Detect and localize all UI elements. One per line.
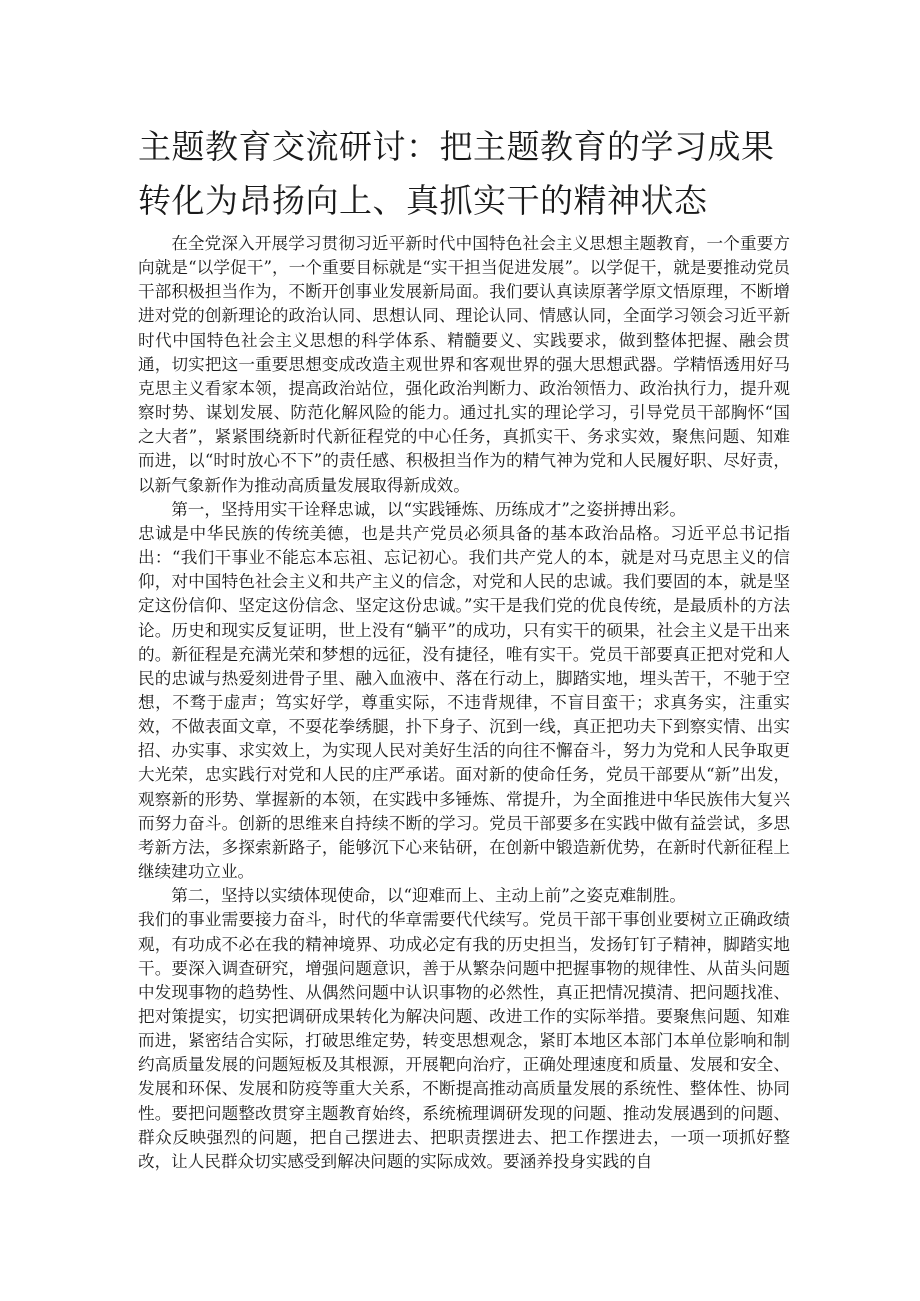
section-2-heading: 第二，坚持以实绩体现使命，以“迎难而上、主动上前”之姿克难制胜。 — [171, 886, 686, 906]
document-title: 主题教育交流研讨：把主题教育的学习成果转化为昂扬向上、真抓实干的精神状态 — [138, 127, 775, 220]
document-body — [138, 232, 790, 1174]
section-1-heading: 第一，坚持用实干诠释忠诚，以“实践锤炼、历练成才”之姿拼搏出彩。 — [171, 499, 686, 519]
section-2-body: 我们的事业需要接力奋斗，时代的华章需要代代续写。党员干部干事创业要树立正确政绩观，有功成不必在我的精神境界、功成必定有我的历史担当，发扬钉钉子精神，脚踏实地干。要深入调查研究，增强问题意识，善于从繁杂问题中把握事物的规律性、从苗头问题中发现事物的趋势性、从偶然问题中认识事物的必然性，真正把情况摸清、把问题找准、把对策提实，切实把调研成果转化为解决问题、改进工作的实际举措。要聚焦问题、知难而进，紧密结合实际，打破思维定势，转变思想观念，紧盯本地区本部门本单位影响和制约高质量发展的问题短板及其根源，开展靶向治疗，正确处理速度和质量、发展和安全、发展和环保、发展和防疫等重大关系，不断提高推动高质量发展的系统性、整体性、协同性。要把问题整改贯穿主题教育始终，系统梳理调研发现的问题、推动发展遇到的问题、群众反映强烈的问题，把自己摆进去、把职责摆进去、把工作摆进去，一项一项抓好整改，让人民群众切实感受到解决问题的实际成效。要涵养投身实践的自 — [138, 910, 790, 1171]
section-1-body: 忠诚是中华民族的传统美德，也是共产党员必须具备的基本政治品格。习近平总书记指出：“我们干事业不能忘本忘祖、忘记初心。我们共产党人的本，就是对马克思主义的信仰，对中国特色社会主义和共产主义的信念，对党和人民的忠诚。我们要固的本，就是坚定这份信仰、坚定这份信念、坚定这份忠诚。”实干是我们党的优良传统，是最质朴的方法论。历史和现实反复证明，世上没有“躺平”的成功，只有实干的硕果，社会主义是干出来的。新征程是充满光荣和梦想的远征，没有捷径，唯有实干。党员干部要真正把对党和人民的忠诚与热爱刻进骨子里、融入血液中、落在行动上，脚踏实地，埋头苦干，不驰于空想，不骛于虚声；笃实好学，尊重实际，不违背规律，不盲目蛮干；求真务实，注重实效，不做表面文章，不耍花拳绣腿，扑下身子、沉到一线，真正把功夫下到察实情、出实招、办实事、求实效上，为实现人民对美好生活的向往不懈奋斗，努力为党和人民争取更大光荣，忠实践行对党和人民的庄严承诺。面对新的使命任务，党员干部要从“新”出发，观察新的形势、掌握新的本领，在实践中多锤炼、常提升，为全面推进中华民族伟大复兴而努力奋斗。创新的思维来自持续不断的学习。党员干部要多在实践中做有益尝试，多思考新方法，多探索新路子，能够沉下心来钻研，在创新中锻造新优势，在新时代新征程上继续建功立业。 — [138, 523, 790, 882]
intro-paragraph: 在全党深入开展学习贯彻习近平新时代中国特色社会主义思想主题教育，一个重要方向就是“以学促干”，一个重要目标就是“实干担当促进发展”。以学促干，就是要推动党员干部积极担当作为，不断开创事业发展新局面。我们要认真读原著学原文悟原理，不断增进对党的创新理论的政治认同、思想认同、理论认同、情感认同，全面学习领会习近平新时代中国特色社会主义思想的科学体系、精髓要义、实践要求，做到整体把握、融会贯通，切实把这一重要思想变成改造主观世界和客观世界的强大思想武器。学精悟透用好马克思主义看家本领，提高政治站位，强化政治判断力、政治领悟力、政治执行力，提升观察时势、谋划发展、防范化解风险的能力。通过扎实的理论学习，引导党员干部胸怀“国之大者”，紧紧围绕新时代新征程党的中心任务，真抓实干、务求实效，聚焦问题、知难而进，以“时时放心不下”的责任感、积极担当作为的精气神为党和人民履好职、尽好责，以新气象新作为推动高质量发展取得新成效。 — [138, 234, 790, 495]
